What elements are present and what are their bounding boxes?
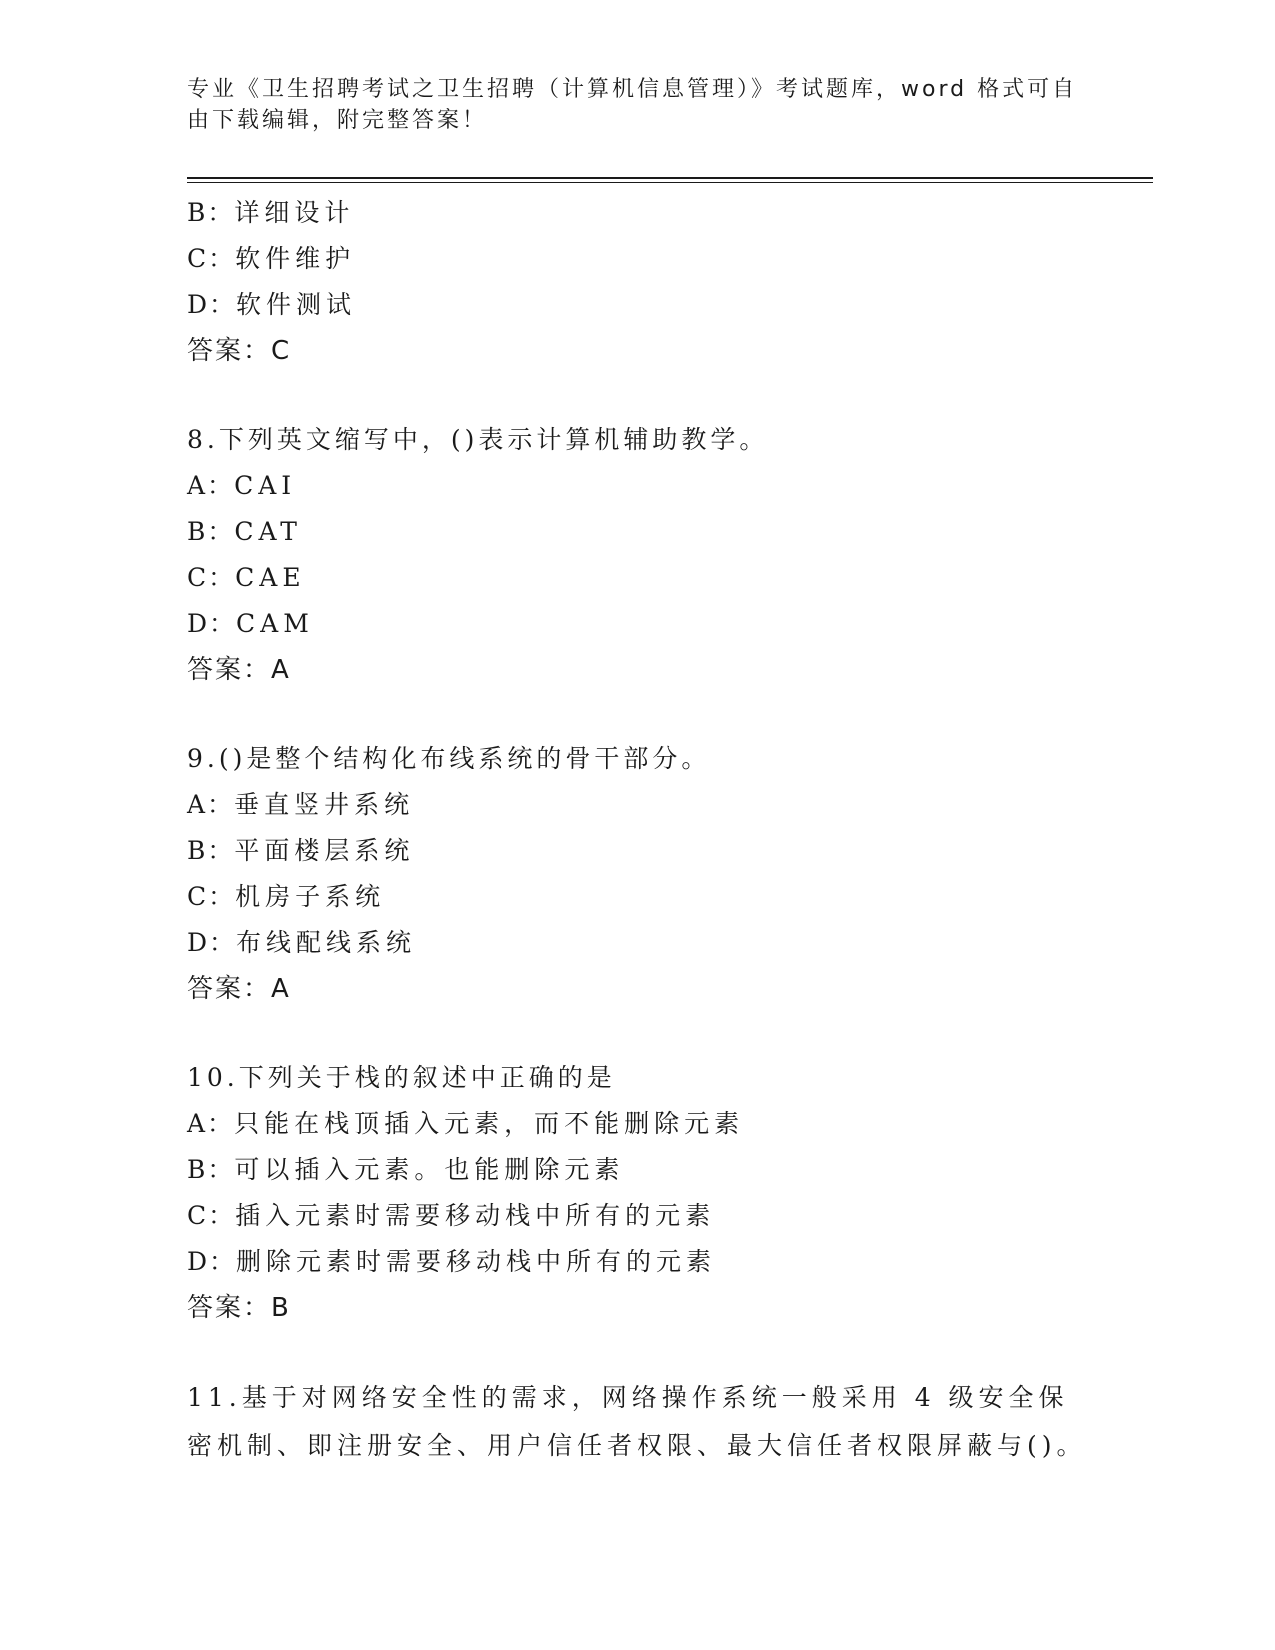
option-c: C：CAE [187,563,306,592]
option-b: B：CAT [187,517,302,546]
answer-line: 答案：C [187,336,292,366]
answer-line: 答案：A [187,974,291,1004]
question-10 [187,1055,1087,1331]
option-b: B：平面楼层系统 [187,836,415,865]
question-stem: 10.下列关于栈的叙述中正确的是 [187,1063,616,1092]
option-d: D：CAM [187,609,314,638]
option-d: D：软件测试 [187,290,357,319]
question-9 [187,736,1087,1012]
question-stem: 11.基于对网络安全性的需求，网络操作系统一般采用 4 级安全保密机制、即注册安全、用户信任者权限、最大信任者权限屏蔽与()。 [187,1383,1087,1460]
header-rule-thin [187,182,1153,183]
option-d: D：删除元素时需要移动栈中所有的元素 [187,1247,717,1276]
question-fragment [187,190,1087,374]
question-8 [187,417,1087,693]
option-b: B：详细设计 [187,198,355,227]
question-11 [187,1374,1087,1470]
answer-line: 答案：A [187,655,291,685]
spacer [187,1331,1087,1374]
option-c: C：软件维护 [187,244,356,273]
page-header: 专业《卫生招聘考试之卫生招聘（计算机信息管理）》考试题库，word 格式可自由下载编辑，附完整答案！ [187,77,1078,133]
option-b: B：可以插入元素。也能删除元素 [187,1155,625,1184]
option-c: C：机房子系统 [187,882,386,911]
option-a: A：CAI [187,471,297,500]
question-stem: 9.()是整个结构化布线系统的骨干部分。 [187,744,711,773]
option-d: D：布线配线系统 [187,928,417,957]
option-c: C：插入元素时需要移动栈中所有的元素 [187,1201,716,1230]
option-a: A：垂直竖井系统 [187,790,415,819]
option-a: A：只能在栈顶插入元素，而不能删除元素 [187,1109,745,1138]
spacer [187,1012,1087,1055]
question-stem: 8.下列英文缩写中，()表示计算机辅助教学。 [187,425,769,454]
spacer [187,693,1087,736]
answer-line: 答案：B [187,1293,291,1323]
spacer [187,374,1087,417]
question-list [187,190,1087,1470]
header-rule-thick [187,177,1153,179]
